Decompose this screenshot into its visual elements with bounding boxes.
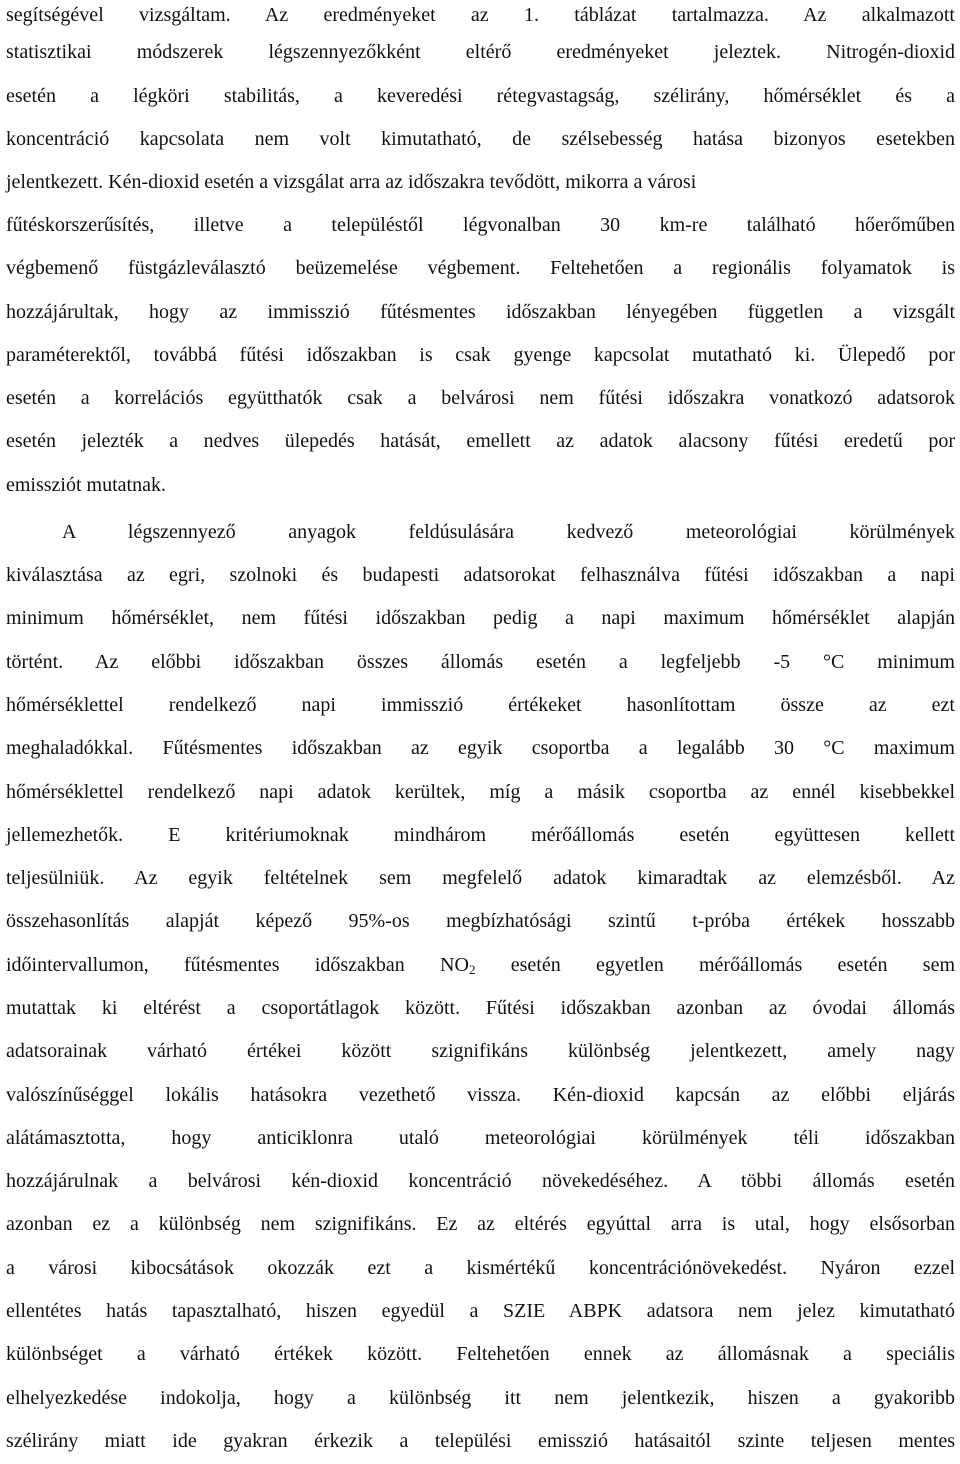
- paragraph-first-line: A légszennyező anyagok feldúsulására kedvező meteorológiai körülmények: [62, 521, 955, 543]
- text-segment: esetén egyetlen mérőállomás esetén sem: [510, 954, 956, 976]
- text-line: valószínűséggel lokális hatásokra vezethető vissza. Kén-dioxid kapcsán az előbbi eljárás: [6, 1084, 955, 1106]
- text-line: esetén a légköri stabilitás, a keveredési rétegvastagság, szélirány, hőmérséklet és a: [6, 85, 955, 107]
- text-line: adatsorainak várható értékei között szignifikáns különbség jelentkezett, amely nagy: [6, 1040, 955, 1062]
- text-line: fűtéskorszerűsítés, illetve a településtől légvonalban 30 km-re található hőerőműben: [6, 214, 955, 236]
- text-line: hozzájárultak, hogy az immisszió fűtésmentes időszakban lényegében független a vizsgált: [6, 301, 955, 323]
- text-line: elhelyezkedése indokolja, hogy a különbség itt nem jelentkezik, hiszen a gyakoribb: [6, 1387, 955, 1409]
- text-line: mutattak ki eltérést a csoportátlagok között. Fűtési időszakban azonban az óvodai állomás: [6, 997, 955, 1019]
- text-line: hőmérséklettel rendelkező napi immisszió értékeket hasonlítottam össze az ezt: [6, 694, 955, 716]
- text-line: alátámasztotta, hogy anticiklonra utaló meteorológiai körülmények téli időszakban: [6, 1127, 955, 1149]
- text-line: koncentráció kapcsolata nem volt kimutatható, de szélsebesség hatása bizonyos esetekben: [6, 128, 955, 150]
- text-line: jellemezhetők. E kritériumoknak mindhárom mérőállomás esetén együttesen kellett: [6, 824, 955, 846]
- text-line: teljesülniük. Az egyik feltételnek sem megfelelő adatok kimaradtak az elemzésből. Az: [6, 867, 955, 889]
- text-line: meghaladókkal. Fűtésmentes időszakban az egyik csoportba a legalább 30 °C maximum: [6, 737, 955, 759]
- text-line: statisztikai módszerek légszennyezőkként eltérő eredményeket jeleztek. Nitrogén-dioxid: [6, 41, 955, 63]
- text-line: szélirány miatt ide gyakran érkezik a települési emisszió hatásaitól szinte teljesen mentes: [6, 1430, 955, 1452]
- text-line: minimum hőmérséklet, nem fűtési időszakban pedig a napi maximum hőmérséklet alapján: [6, 607, 955, 629]
- text-line: azonban ez a különbség nem szignifikáns. Ez az eltérés egyúttal arra is utal, hogy elsősorban: [6, 1213, 955, 1235]
- text-line: összehasonlítás alapját képező 95%-os megbízhatósági szintű t-próba értékek hosszabb: [6, 910, 955, 932]
- text-line: kiválasztása az egri, szolnoki és budapesti adatsorokat felhasználva fűtési időszakban a napi: [6, 564, 955, 586]
- text-line: a városi kibocsátások okozzák ezt a kismértékű koncentrációnövekedést. Nyáron ezzel: [6, 1257, 955, 1279]
- text-line: emissziót mutatnak.: [6, 474, 166, 496]
- text-line: segítségével vizsgáltam. Az eredményeket az 1. táblázat tartalmazza. Az alkalmazott: [6, 4, 955, 26]
- text-line: esetén jelezték a nedves ülepedés hatását, emellett az adatok alacsony fűtési eredetű por: [6, 430, 955, 452]
- text-line: különbséget a várható értékek között. Feltehetően ennek az állomásnak a speciális: [6, 1343, 955, 1365]
- text-line: ellentétes hatás tapasztalható, hiszen egyedül a SZIE ABPK adatsora nem jelez kimutatható: [6, 1300, 955, 1322]
- text-line: hőmérséklettel rendelkező napi adatok kerültek, míg a másik csoportba az ennél kisebbekkel: [6, 781, 955, 803]
- text-line: végbemenő füstgázleválasztó beüzemelése végbement. Feltehetően a regionális folyamatok is: [6, 257, 955, 279]
- text-line: paraméterektől, továbbá fűtési időszakban is csak gyenge kapcsolat mutatható ki. Ülepedő por: [6, 344, 955, 366]
- text-line: hozzájárulnak a belvárosi kén-dioxid koncentráció növekedéséhez. A többi állomás esetén: [6, 1170, 955, 1192]
- text-segment: időintervallumon, fűtésmentes időszakban NO: [6, 954, 469, 976]
- text-line: történt. Az előbbi időszakban összes állomás esetén a legfeljebb -5 °C minimum: [6, 651, 955, 673]
- text-line: jelentkezett. Kén-dioxid esetén a vizsgálat arra az időszakra tevődött, mikorra a városi: [6, 171, 697, 193]
- text-line: esetén a korrelációs együtthatók csak a belvárosi nem fűtési időszakra vonatkozó adatsorok: [6, 387, 955, 409]
- subscript: 2: [468, 962, 476, 977]
- text-line-with-subscript: [6, 950, 955, 980]
